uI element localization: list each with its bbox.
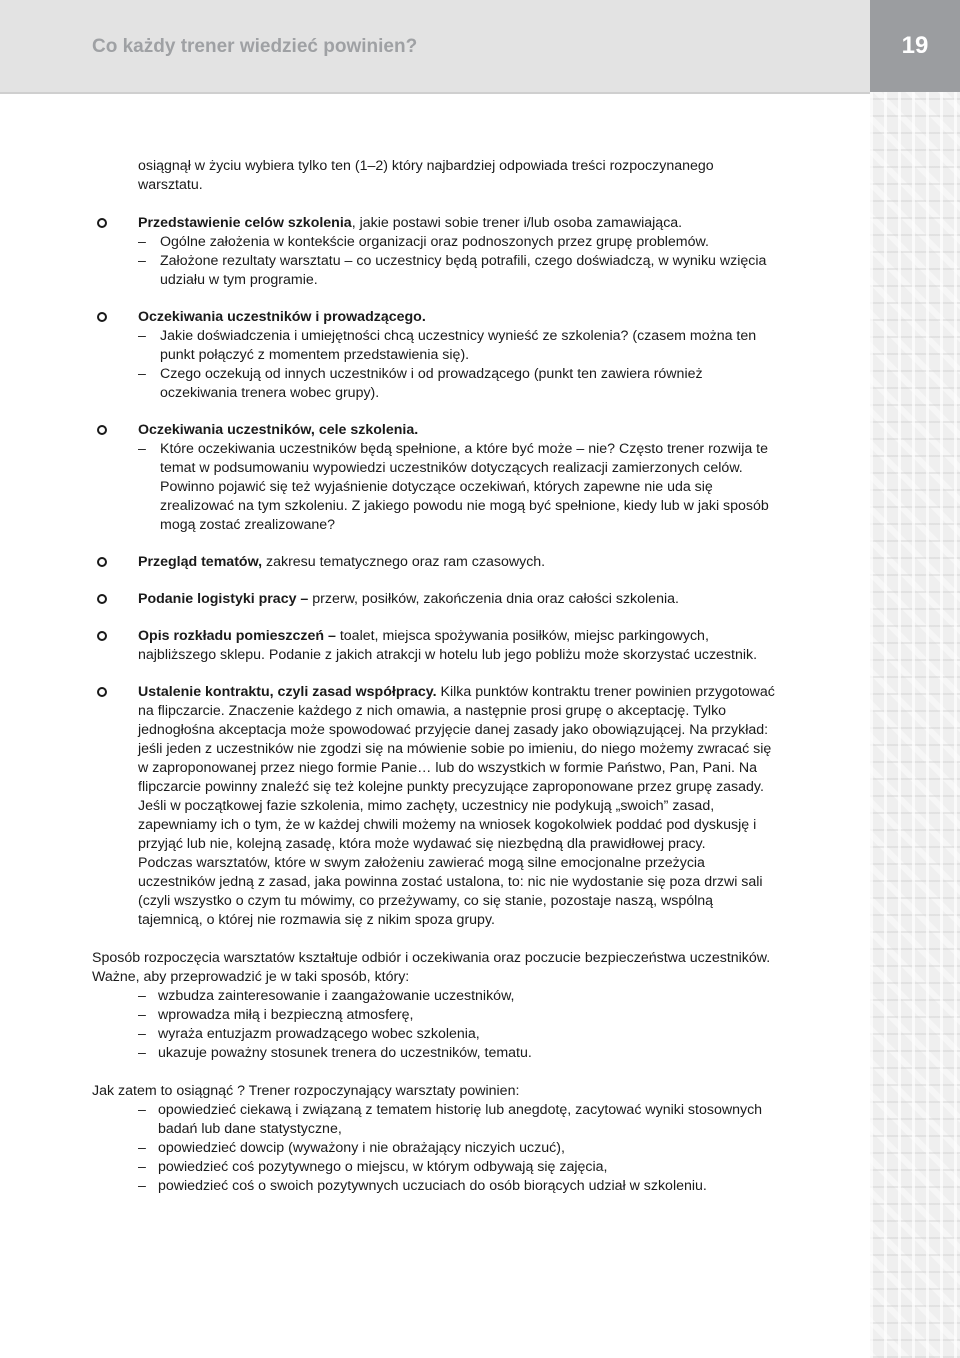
list-item: – ukazuje poważny stosunek trenera do uczestników, tematu. bbox=[138, 1045, 532, 1061]
circle-bullet-icon bbox=[97, 557, 107, 567]
sub-item: – Jakie doświadczenia i umiejętności chcą uczestnicy wynieść ze szkolenia? (czasem można ten punkt połączyć z momentem przedstawienia się). bbox=[138, 328, 757, 363]
sub-item: – Założone rezultaty warsztatu – co uczestnicy będą potrafili, czego doświadczą, w wyniku wzięcia udziału w tym programie. bbox=[138, 253, 767, 288]
sub-item: – Które oczekiwania uczestników będą spełnione, a które być może – nie? Często trener rozwija te temat w podsumowaniu wypowiedzi uczestników dotyczących realizacji zamierzonych celów. Powinno pojawić się też wyjaśnienie dotyczące oczekiwań, których zapewne nie uda się zrealizować na tym szkoleniu. Z jakiego powodu nie mogą być spełnione, kiedy lub w jaki sposób mogą zostać zrealizowane? bbox=[138, 441, 769, 533]
list-item-expectations bbox=[92, 308, 780, 403]
list-item-rooms: Opis rozkładu pomieszczeń – toalet, miejsca spożywania posiłków, miejsc parkingowych, najbliższego sklepu. Podanie z jakich atrakcji w hotelu lub jego pobliżu może skorzystać uczestnik. bbox=[92, 627, 780, 665]
paragraph-how: Jak zatem to osiągnąć ? Trener rozpoczynający warsztaty powinien: bbox=[92, 1083, 520, 1099]
list-item: – wprowadza miłą i bezpieczną atmosferę, bbox=[138, 1007, 414, 1023]
list-item: – wzbudza zainteresowanie i zaangażowanie uczestników, bbox=[138, 988, 515, 1004]
circle-bullet-icon bbox=[97, 218, 107, 228]
page-content bbox=[92, 157, 780, 1196]
list-item: – powiedzieć coś o swoich pozytywnych uczuciach do osób biorących udział w szkoleniu. bbox=[138, 1178, 707, 1194]
running-title: Co każdy trener wiedzieć powinien? bbox=[92, 36, 418, 57]
circle-bullet-icon bbox=[97, 312, 107, 322]
list-item-contract: Ustalenie kontraktu, czyli zasad współpracy. Kilka punktów kontraktu trener powinien przygotować na flipczarcie. Znaczenie każdego z nich omawia, a następnie prosi grupę o akceptację. Tylko jednogłośna akceptacja może spowodować przyjęcie danej zasady jako obowiązującej. Na przykład: jeśli jeden z uczestników nie zgodzi się na mówienie sobie po imieniu, do niego możemy zwracać się w zaproponowanej przez niego formie Panie… lub do wszystkich w formie Państwo, Pan, Pani. Na flipczarcie powinny znaleźć się też kolejne punkty precyzujące zaproponowane przez grupę zasady. Jeśli w początkowej fazie szkolenia, mimo zachęty, uczestnicy nie podykują „swoich” zasad, zapewniamy ich o tym, że w każdej chwili możemy na wniosek kogokolwiek poddać pod dyskusję i przyjąć lub nie, kolejną zasadę, która może wydawać się niezbędną dla prawidłowej pracy. Podczas warsztatów, które w swym założeniu zawierać mogą silne emocjonalne przeżycia uczestników jedną z zasad, jaka powinna zostać ustalona, to: nic nie wydostanie się poza drzwi sali (czyli wszystko o czym tu mówimy, co przeżywamy, co się stanie, pozostaje naszą, wspólną tajemnicą, o której nie rozmawia się z nikim spoza grupy. bbox=[92, 683, 780, 930]
list-item-objectives bbox=[92, 214, 780, 290]
intro-continuation: osiągnął w życiu wybiera tylko ten (1–2) który najbardziej odpowiada treści rozpoczynanego warsztatu. bbox=[138, 158, 714, 193]
item-heading: Przedstawienie celów szkolenia, jakie postawi sobie trener i/lub osoba zamawiająca. bbox=[138, 215, 683, 231]
list-item: – opowiedzieć ciekawą i związaną z tematem historię lub anegdotę, zacytować wyniki stosownych badań lub dane statystyczne, bbox=[138, 1102, 763, 1137]
list-trainer-actions bbox=[92, 1101, 780, 1196]
item-heading: Oczekiwania uczestników, cele szkolenia. bbox=[138, 422, 419, 438]
sub-item: – Ogólne założenia w kontekście organizacji oraz podnoszonych przez grupę problemów. bbox=[138, 234, 709, 250]
paragraph-start: Sposób rozpoczęcia warsztatów kształtuje odbiór i oczekiwania oraz poczucie bezpieczeństwa uczestników. Ważne, aby przeprowadzić je w taki sposób, który: bbox=[92, 950, 771, 985]
list-item: – powiedzieć coś pozytywnego o miejscu, w którym odbywają się zajęcia, bbox=[138, 1159, 608, 1175]
list-item: – wyraża entuzjazm prowadzącego wobec szkolenia, bbox=[138, 1026, 480, 1042]
page-number: 19 bbox=[870, 0, 960, 92]
sub-item: – Czego oczekują od innych uczestników i od prowadzącego (punkt ten zawiera również oczekiwania trenera wobec grupy). bbox=[138, 366, 703, 401]
list-item-logistics: Podanie logistyki pracy – przerw, posiłków, zakończenia dnia oraz całości szkolenia. bbox=[92, 590, 780, 609]
item-heading: Oczekiwania uczestników i prowadzącego. bbox=[138, 309, 426, 325]
list-item-goals bbox=[92, 421, 780, 535]
circle-bullet-icon bbox=[97, 425, 107, 435]
list-item: – opowiedzieć dowcip (wyważony i nie obrażający niczyich uczuć), bbox=[138, 1140, 565, 1156]
circle-bullet-icon bbox=[97, 631, 107, 641]
page-header bbox=[0, 0, 870, 94]
decorative-side-strip bbox=[870, 92, 960, 1358]
list-start-effects bbox=[92, 987, 780, 1063]
circle-bullet-icon bbox=[97, 594, 107, 604]
list-item-topics: Przegląd tematów, zakresu tematycznego oraz ram czasowych. bbox=[92, 553, 780, 572]
circle-bullet-icon bbox=[97, 687, 107, 697]
